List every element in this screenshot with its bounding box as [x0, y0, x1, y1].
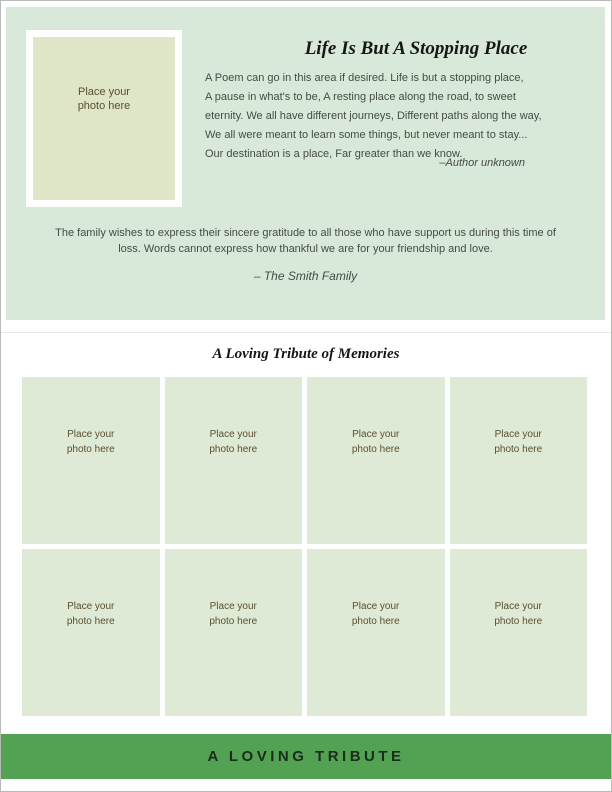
grid-photo-placeholder[interactable]: [165, 549, 303, 716]
photo-placeholder-label: [22, 427, 160, 457]
photo-placeholder-line1: Place your: [494, 429, 542, 440]
photo-placeholder-label: [165, 427, 303, 457]
poem-title: Life Is But A Stopping Place: [304, 38, 528, 59]
photo-placeholder-line1: Place your: [209, 601, 257, 612]
photo-placeholder-line1: Place your: [352, 429, 400, 440]
photo-placeholder-line2: photo here: [494, 444, 543, 455]
photo-placeholder-line2: photo here: [351, 616, 400, 627]
footer-banner-label: A LOVING TRIBUTE: [207, 748, 405, 765]
photo-placeholder-line1: Place your: [78, 86, 130, 98]
photo-placeholder-line1: Place your: [494, 601, 542, 612]
grid-photo-placeholder[interactable]: [450, 549, 588, 716]
poem-line: eternity. We all have different journeys, Different paths along the way,: [205, 110, 542, 122]
grid-photo-placeholder[interactable]: [22, 377, 160, 544]
section-divider: [1, 332, 611, 333]
photo-placeholder-label: [33, 85, 175, 113]
photo-placeholder-label: [307, 427, 445, 457]
gratitude-line: loss. Words cannot express how thankful we are for your friendship and love.: [118, 243, 493, 255]
gratitude-text: [36, 225, 575, 257]
family-signature: – The Smith Family: [253, 269, 358, 283]
grid-photo-placeholder[interactable]: [307, 377, 445, 544]
photo-placeholder-line2: photo here: [351, 444, 400, 455]
photo-placeholder-line2: photo here: [66, 616, 115, 627]
photo-placeholder-line1: Place your: [209, 429, 257, 440]
photo-placeholder-line2: photo here: [77, 100, 131, 112]
poem-line: We all were meant to learn some things, but never meant to stay...: [205, 129, 528, 141]
top-panel: [6, 7, 605, 320]
photo-placeholder-line1: Place your: [352, 601, 400, 612]
photo-placeholder-label: [450, 427, 588, 457]
photo-placeholder-line2: photo here: [209, 616, 258, 627]
photo-placeholder-line1: Place your: [67, 601, 115, 612]
photo-placeholder-label: [22, 599, 160, 629]
photo-placeholder-label: [450, 599, 588, 629]
photo-placeholder-line1: Place your: [67, 429, 115, 440]
grid-photo-placeholder[interactable]: [165, 377, 303, 544]
poem-attribution: –Author unknown: [439, 157, 525, 169]
photo-placeholder-label: [307, 599, 445, 629]
main-photo-placeholder-fill: [33, 37, 175, 200]
photo-grid: [22, 377, 587, 716]
poem-line: Our destination is a place, Far greater than we know.: [205, 148, 463, 160]
poem-line: A Poem can go in this area if desired. Life is but a stopping place,: [205, 72, 524, 84]
grid-photo-placeholder[interactable]: [22, 549, 160, 716]
gratitude-line: The family wishes to express their sincere gratitude to all those who have support us during this time of: [55, 227, 556, 239]
photo-placeholder-line2: photo here: [494, 616, 543, 627]
poem-line: A pause in what's to be, A resting place along the road, to sweet: [205, 91, 516, 103]
grid-photo-placeholder[interactable]: [307, 549, 445, 716]
poem-text: [205, 69, 571, 164]
memories-title: A Loving Tribute of Memories: [212, 346, 400, 362]
photo-placeholder-line2: photo here: [209, 444, 258, 455]
main-photo-placeholder[interactable]: [26, 30, 182, 207]
grid-photo-placeholder[interactable]: [450, 377, 588, 544]
photo-placeholder-line2: photo here: [66, 444, 115, 455]
photo-placeholder-label: [165, 599, 303, 629]
footer-banner: [1, 734, 611, 779]
